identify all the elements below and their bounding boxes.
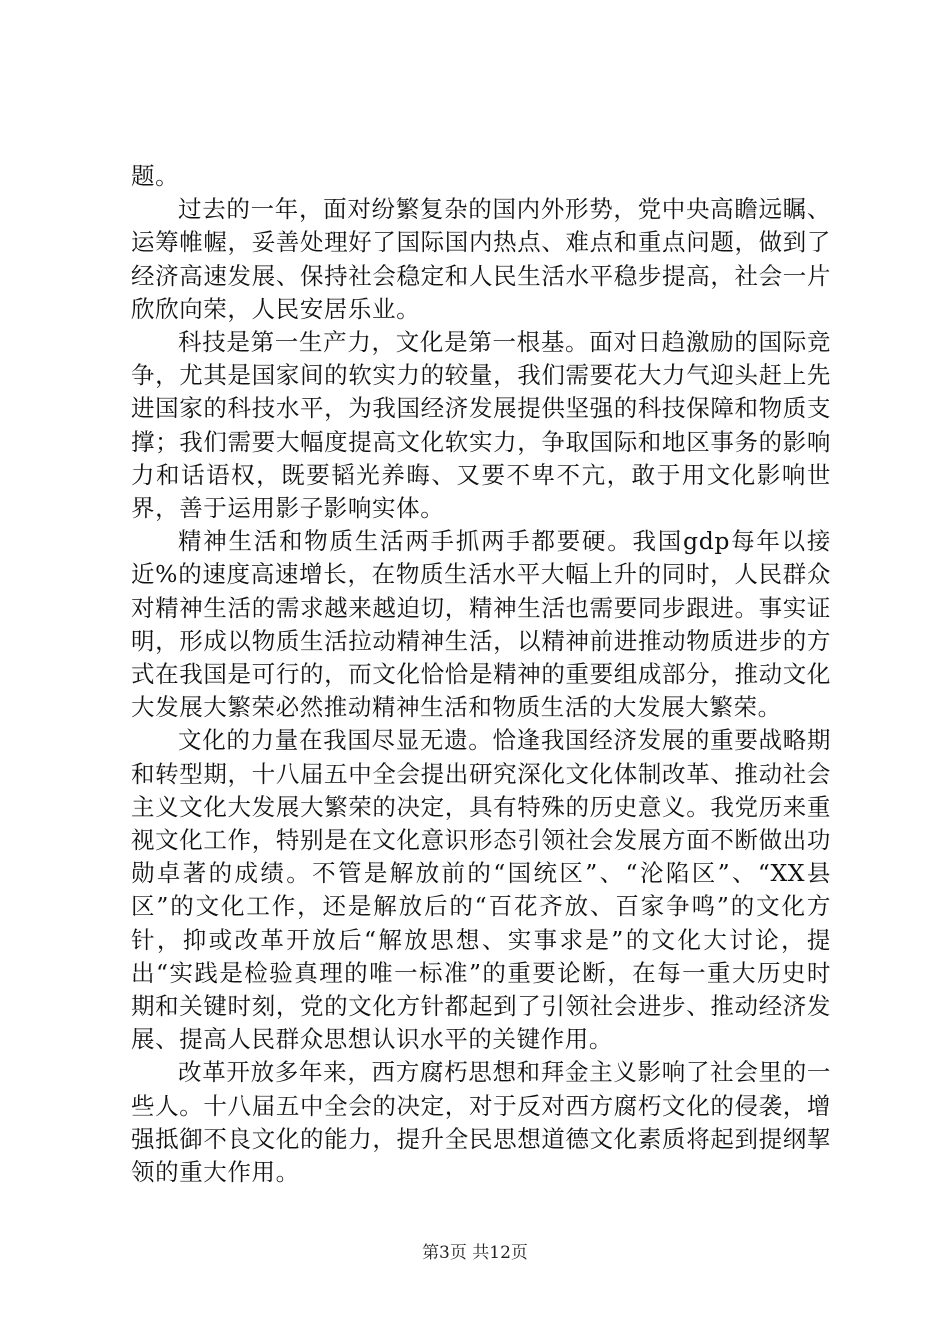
page-footer: 第3页 共12页 bbox=[422, 1243, 528, 1263]
document-body bbox=[131, 160, 831, 1189]
paragraph-continuation: 题。 bbox=[131, 162, 180, 190]
paragraph-5: 改革开放多年来，西方腐朽思想和拜金主义影响了社会里的一些人。十八届五中全会的决定，对于反对西方腐朽文化的侵袭，增强抵御不良文化的能力，提升全民思想道德文化素质将起到提纲挈领的重大作用。 bbox=[131, 1058, 831, 1187]
paragraph-4: 文化的力量在我国尽显无遗。恰逢我国经济发展的重要战略期和转型期，十八届五中全会提出研究深化文化体制改革、推动社会主义文化大发展大繁荣的决定，具有特殊的历史意义。我党历来重视文化工作，特别是在文化意识形态引领社会发展方面不断做出功勋卓著的成绩。不管是解放前的“国统区”、“沦陷区”、“XX县区”的文化工作，还是解放后的“百花齐放、百家争鸣”的文化方针，抑或改革开放后“解放思想、实事求是”的文化大讨论，提出“实践是检验真理的唯一标准”的重要论断，在每一重大历史时期和关键时刻，党的文化方针都起到了引领社会进步、推动经济发展、提高人民群众思想认识水平的关键作用。 bbox=[131, 726, 831, 1054]
paragraph-2: 科技是第一生产力，文化是第一根基。面对日趋激励的国际竞争，尤其是国家间的软实力的较量，我们需要花大力气迎头赶上先进国家的科技水平，为我国经济发展提供坚强的科技保障和物质支撑；我们需要大幅度提高文化软实力，争取国际和地区事务的影响力和话语权，既要韬光养晦、又要不卑不亢，敢于用文化影响世界，善于运用影子影响实体。 bbox=[131, 328, 831, 523]
paragraph-1: 过去的一年，面对纷繁复杂的国内外形势，党中央高瞻远瞩、运筹帷幄，妥善处理好了国际国内热点、难点和重点问题，做到了经济高速发展、保持社会稳定和人民生活水平稳步提高，社会一片欣欣向荣，人民安居乐业。 bbox=[131, 195, 831, 323]
paragraph-3: 精神生活和物质生活两手抓两手都要硬。我国gdp每年以接近%的速度高速增长，在物质生活水平大幅上升的同时，人民群众对精神生活的需求越来越迫切，精神生活也需要同步跟进。事实证明，形成以物质生活拉动精神生活，以精神前进推动物质进步的方式在我国是可行的，而文化恰恰是精神的重要组成部分，推动文化大发展大繁荣必然推动精神生活和物质生活的大发展大繁荣。 bbox=[131, 527, 831, 722]
